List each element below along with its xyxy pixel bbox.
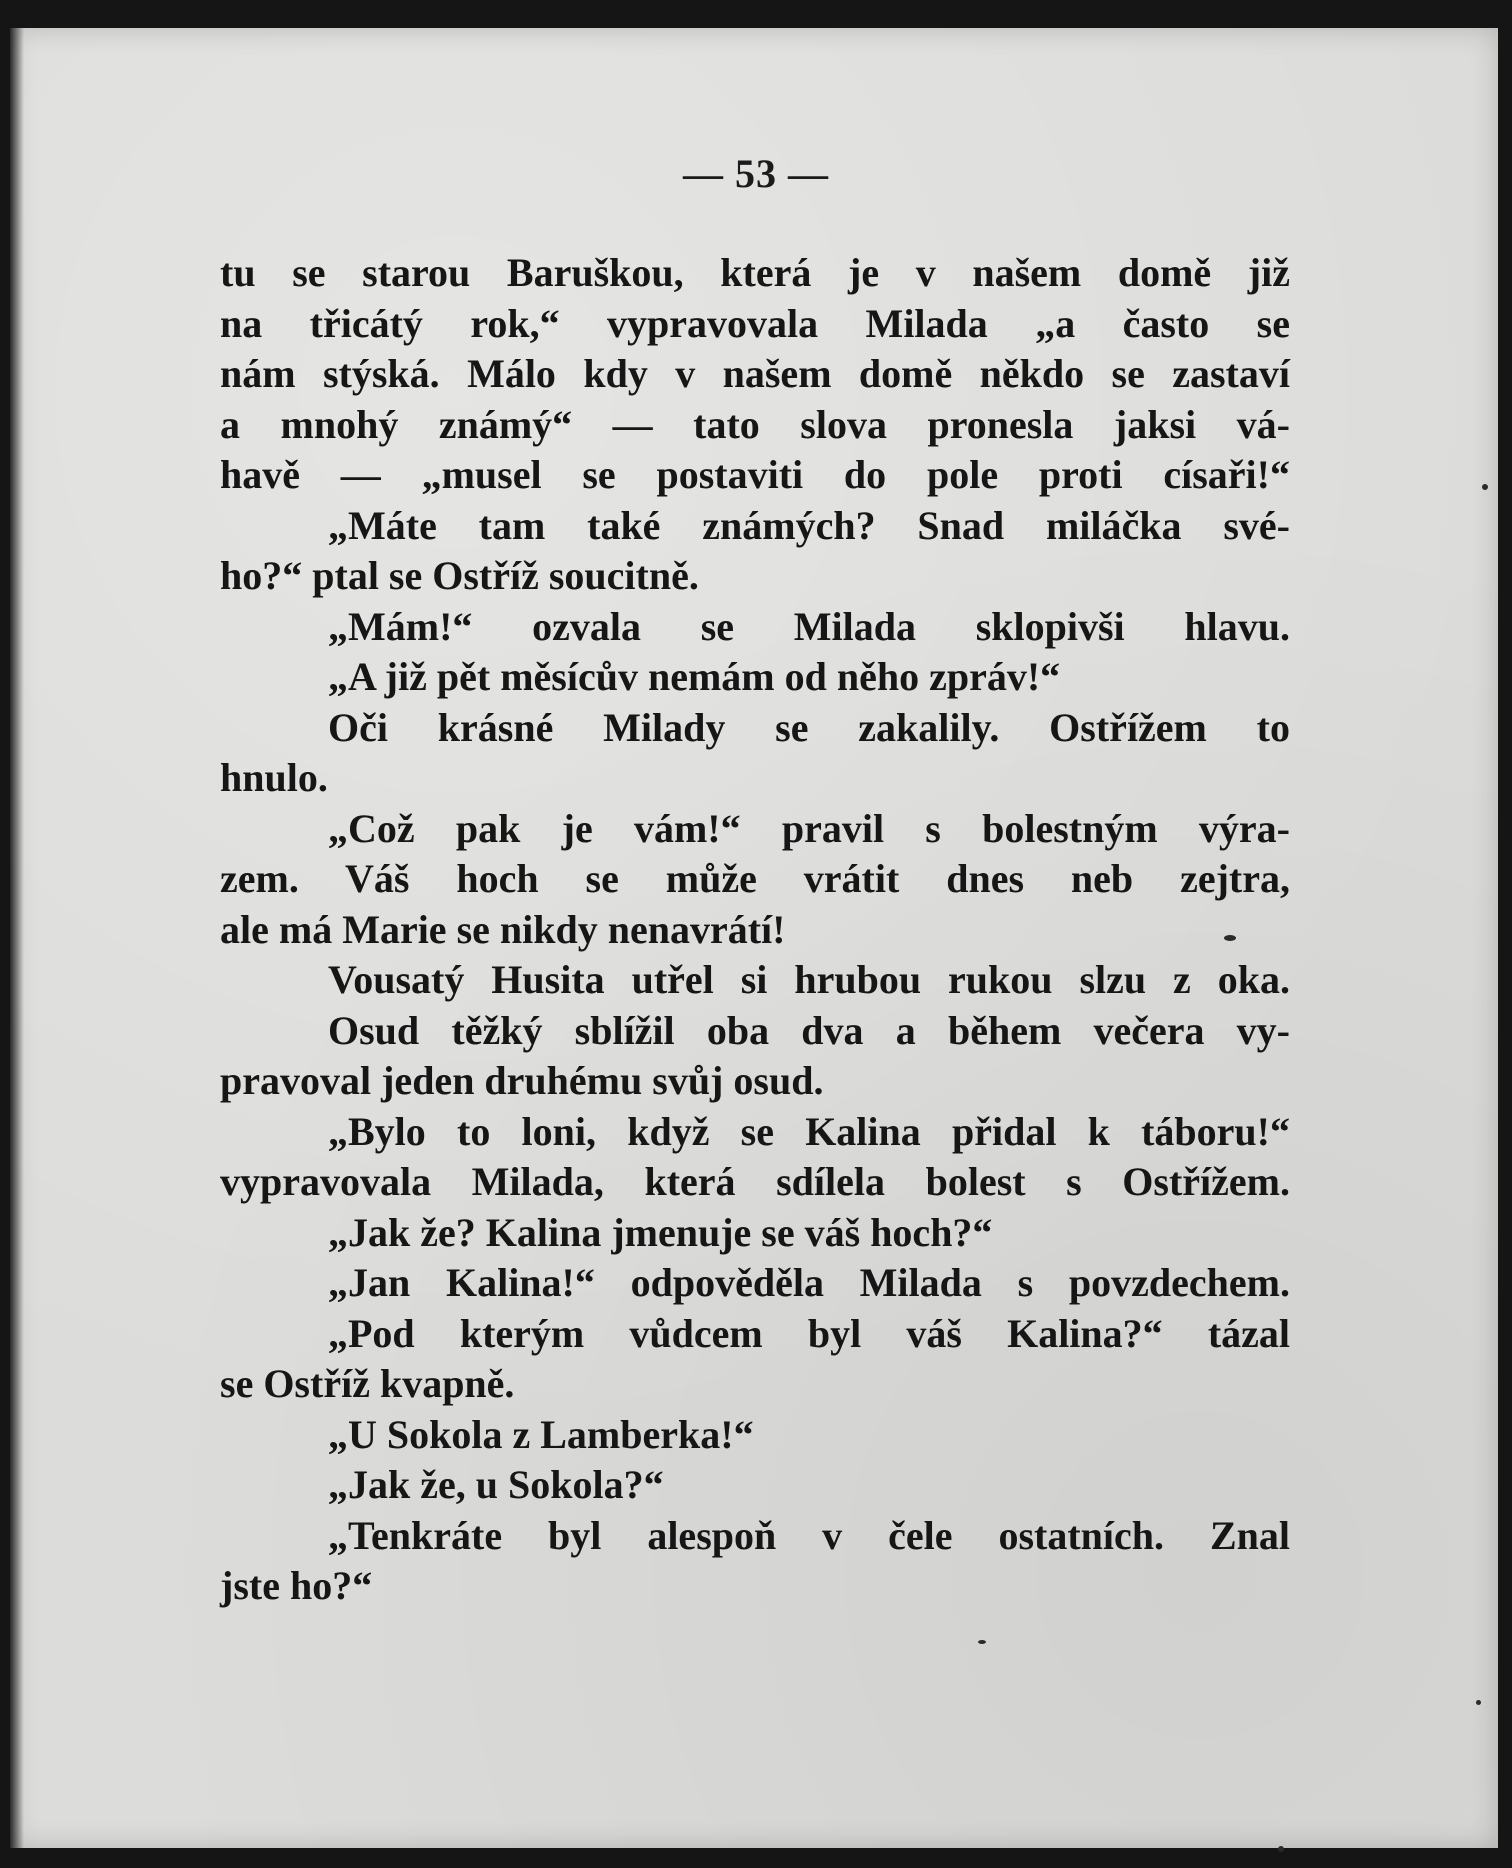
text-line: Osud těžký sblížil oba dva a během večera vy- [328, 1007, 1290, 1053]
text-line: a mnohý známý“ — tato slova pronesla jaksi vá- [220, 401, 1290, 447]
print-speck [1476, 1700, 1481, 1705]
text-line: „Jan Kalina!“ odpověděla Milada s povzdechem. [328, 1260, 1290, 1305]
text-line: „U Sokola z Lamberka!“ [328, 1411, 754, 1457]
text-line: „Jak že, u Sokola?“ [328, 1462, 664, 1507]
text-line: „Máte tam také známých? Snad miláčka své- [328, 502, 1290, 548]
text-line: havě — „musel se postaviti do pole proti císaři!“ [220, 452, 1290, 497]
text-line: vypravovala Milada, která sdílela bolest s Ostřížem. [220, 1159, 1290, 1204]
text-line: pravoval jeden druhému svůj osud. [220, 1058, 824, 1103]
text-line: ho?“ ptal se Ostříž soucitně. [220, 553, 699, 598]
text-line: „Bylo to loni, když se Kalina přidal k táboru!“ [328, 1108, 1290, 1154]
text-line: nám stýská. Málo kdy v našem domě někdo se zastaví [220, 351, 1290, 396]
body-text [220, 248, 1290, 1612]
text-line: na třicátý rok,“ vypravovala Milada „a často se [220, 300, 1290, 346]
text-line: „A již pět měsícův nemám od něho zpráv!“ [328, 654, 1061, 699]
text-line: tu se starou Baruškou, která je v našem domě již [220, 250, 1290, 295]
text-line: „Což pak je vám!“ pravil s bolestným výra- [328, 805, 1290, 851]
text-line: se Ostříž kvapně. [220, 1361, 515, 1406]
binding-edge-shadow [10, 28, 24, 1848]
text-line: „Pod kterým vůdcem byl váš Kalina?“ tázal [328, 1310, 1290, 1356]
print-speck [1278, 1846, 1284, 1852]
text-line: „Jak že? Kalina jmenuje se váš hoch?“ [328, 1209, 993, 1255]
print-speck [1482, 484, 1488, 490]
text-line: ale má Marie se nikdy nenavrátí! [220, 906, 786, 952]
print-speck [978, 1640, 986, 1644]
text-line: jste ho?“ [220, 1563, 373, 1608]
text-line: Vousatý Husita utřel si hrubou rukou slzu z oka. [328, 957, 1290, 1002]
text-line: „Mám!“ ozvala se Milada sklopivši hlavu. [328, 603, 1290, 649]
text-line: hnulo. [220, 755, 328, 800]
text-line: zem. Váš hoch se může vrátit dnes neb zejtra, [220, 856, 1290, 901]
text-line: „Tenkráte byl alespoň v čele ostatních. Znal [328, 1512, 1290, 1558]
page-number: — 53 — [683, 151, 829, 196]
text-line: Oči krásné Milady se zakalily. Ostřížem to [328, 704, 1290, 750]
